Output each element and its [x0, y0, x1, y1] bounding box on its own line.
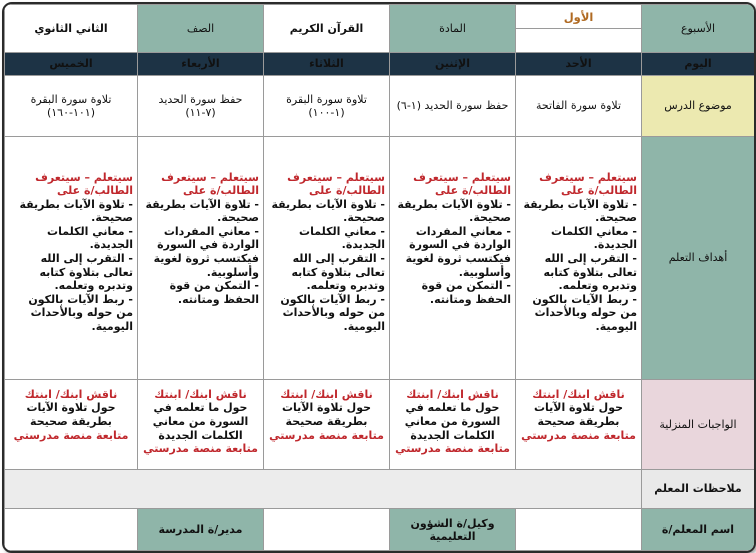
principal-label: مدير/ة المدرسة	[138, 509, 264, 551]
homework-follow: متابعة منصة مدرستي	[143, 442, 258, 456]
notes-field[interactable]	[5, 469, 642, 509]
goals-label: أهداف التعلم	[642, 136, 755, 379]
topic-label: موضوع الدرس	[642, 75, 755, 136]
homework-body: حول ما تعلمه في السورة من معاني الكلمات الجديدة	[152, 401, 249, 442]
subject-value: القرآن الكريم	[264, 5, 390, 53]
day-tuesday: الثلاثاء	[264, 53, 390, 76]
goals-cell	[516, 136, 642, 379]
days-row	[5, 53, 755, 76]
grade-label: الصف	[138, 5, 264, 53]
goal-item: - تلاوة الآيات بطريقة صحيحة.	[523, 197, 637, 225]
deputy-label: وكيل/ة الشؤون التعليمية	[390, 509, 516, 551]
goals-cell	[138, 136, 264, 379]
subject-label: المادة	[390, 5, 516, 53]
goal-item: - تلاوة الآيات بطريقة صحيحة.	[397, 197, 511, 225]
homework-body: حول تلاوة الآيات بطريقة صحيحة	[281, 401, 372, 428]
goal-item: - التمكن من قوة الحفظ ومتانته.	[421, 279, 511, 306]
goal-item: - التمكن من قوة الحفظ ومتانته.	[169, 279, 259, 306]
topic-cell: حفظ سورة الحديد (١-٦)	[390, 75, 516, 136]
day-monday: الإثنين	[390, 53, 516, 76]
homework-body: حول تلاوة الآيات بطريقة صحيحة	[26, 401, 116, 428]
homework-lead: ناقش ابنك/ ابنتك	[532, 387, 625, 401]
goal-item: - التقرب إلى الله تعالى بتلاوة كتابه وتدبره وتعلمه.	[39, 252, 133, 293]
goal-item: - التقرب إلى الله تعالى بتلاوة كتابه وتدبره وتعلمه.	[291, 252, 385, 293]
footer-row	[5, 509, 755, 551]
weekly-lesson-plan-table	[4, 4, 755, 551]
goal-item: - معاني المفردات الواردة في السورة فيكتسب ثروة لغوية وأسلوبية.	[153, 224, 259, 279]
teacher-name-field[interactable]	[516, 509, 642, 551]
goals-lead: سيتعلم – سيتعرف الطالب/ة على	[539, 170, 637, 198]
goal-item: - تلاوة الآيات بطريقة صحيحة.	[19, 197, 133, 225]
day-sunday: الأحد	[516, 53, 642, 76]
homework-label: الواجبات المنزلية	[642, 379, 755, 469]
goal-item: - معاني الكلمات الجديدة.	[551, 224, 637, 252]
homework-cell	[516, 379, 642, 469]
week-value: الأول	[516, 5, 641, 29]
homework-cell	[264, 379, 390, 469]
teacher-name-label: اسم المعلم/ة	[642, 509, 755, 551]
goals-lead: سيتعلم – سيتعرف الطالب/ة على	[161, 170, 259, 198]
topic-cell: تلاوة سورة البقرة (١٠١-١٦٠)	[5, 75, 138, 136]
goals-cell	[264, 136, 390, 379]
principal-name-field[interactable]	[5, 509, 138, 551]
topic-cell: حفظ سورة الحديد (٧-١١)	[138, 75, 264, 136]
goal-item: - التقرب إلى الله تعالى بتلاوة كتابه وتدبره وتعلمه.	[543, 252, 637, 293]
lesson-plan-frame	[2, 2, 756, 553]
homework-body: حول ما تعلمه في السورة من معاني الكلمات الجديدة	[404, 401, 501, 442]
notes-label: ملاحظات المعلم	[642, 469, 755, 509]
day-thursday: الخميس	[5, 53, 138, 76]
homework-cell	[390, 379, 516, 469]
goal-item: - تلاوة الآيات بطريقة صحيحة.	[271, 197, 385, 225]
goals-cell	[390, 136, 516, 379]
homework-lead: ناقش ابنك/ ابنتك	[24, 387, 118, 401]
goals-lead: سيتعلم – سيتعرف الطالب/ة على	[35, 170, 133, 198]
day-wednesday: الأربعاء	[138, 53, 264, 76]
homework-follow: متابعة منصة مدرستي	[395, 442, 510, 456]
notes-row	[5, 469, 755, 509]
goals-row	[5, 136, 755, 379]
homework-row	[5, 379, 755, 469]
goal-item: - تلاوة الآيات بطريقة صحيحة.	[145, 197, 259, 225]
homework-cell	[138, 379, 264, 469]
homework-cell	[5, 379, 138, 469]
grade-value: الثاني الثانوي	[5, 5, 138, 53]
day-label: اليوم	[642, 53, 755, 76]
topic-row	[5, 75, 755, 136]
homework-follow: متابعة منصة مدرستي	[521, 428, 636, 442]
goal-item: - ربط الآيات بالكون من حوله وبالأحداث اليومية.	[280, 292, 385, 334]
homework-lead: ناقش ابنك/ ابنتك	[154, 387, 247, 401]
deputy-name-field[interactable]	[264, 509, 390, 551]
goal-item: - ربط الآيات بالكون من حوله وبالأحداث اليومية.	[532, 292, 637, 334]
goal-item: - ربط الآيات بالكون من حوله وبالأحداث اليومية.	[28, 292, 133, 334]
homework-lead: ناقش ابنك/ ابنتك	[406, 387, 499, 401]
goals-cell	[5, 136, 138, 379]
homework-follow: متابعة منصة مدرستي	[13, 428, 129, 442]
goal-item: - معاني المفردات الواردة في السورة فيكتسب ثروة لغوية وأسلوبية.	[405, 224, 511, 279]
goals-lead: سيتعلم – سيتعرف الطالب/ة على	[413, 170, 511, 198]
goal-item: - معاني الكلمات الجديدة.	[299, 224, 385, 252]
homework-follow: متابعة منصة مدرستي	[269, 428, 384, 442]
week-label: الأسبوع	[642, 5, 755, 53]
week-value-cell	[516, 5, 642, 53]
goals-lead: سيتعلم – سيتعرف الطالب/ة على	[287, 170, 385, 198]
week-value-blank	[516, 29, 641, 52]
homework-lead: ناقش ابنك/ ابنتك	[280, 387, 373, 401]
topic-cell: تلاوة سورة الفاتحة	[516, 75, 642, 136]
homework-body: حول تلاوة الآيات بطريقة صحيحة	[533, 401, 624, 428]
header-row	[5, 5, 755, 53]
topic-cell: تلاوة سورة البقرة (١-١٠٠)	[264, 75, 390, 136]
goal-item: - معاني الكلمات الجديدة.	[47, 224, 133, 252]
